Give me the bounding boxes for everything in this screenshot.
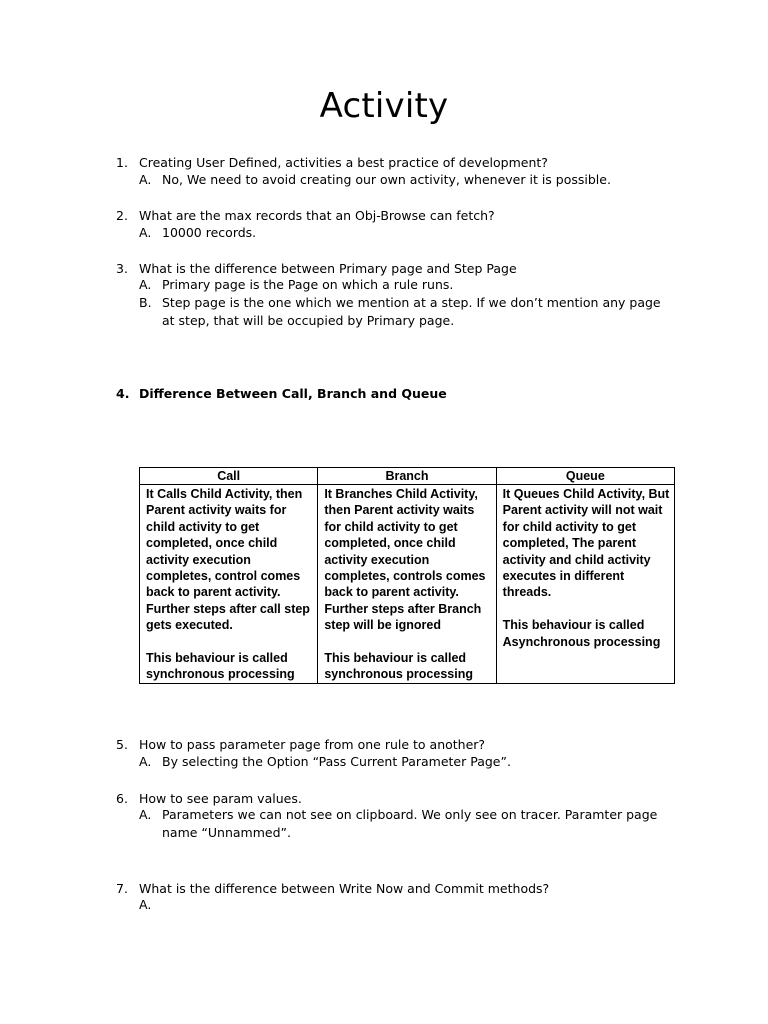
cell-description: It Queues Child Activity, But Parent activity will not wait for child activity to get completed, The parent activity and child activity executes in different threads. bbox=[502, 487, 670, 600]
question-5 bbox=[116, 736, 485, 753]
answer-letter: A. bbox=[139, 277, 152, 292]
answer-6a bbox=[139, 806, 671, 842]
answer-5a bbox=[139, 753, 679, 771]
answer-text: 10000 records. bbox=[162, 225, 257, 240]
answer-text: Parameters we can not see on clipboard. We only see on tracer. Paramter page name “Unnammed”. bbox=[162, 807, 658, 840]
answer-text: Step page is the one which we mention at a step. If we don’t mention any page at step, that will be occupied by Primary page. bbox=[162, 295, 661, 328]
question-number: 1. bbox=[116, 155, 128, 170]
question-number: 3. bbox=[116, 261, 128, 276]
answer-1a bbox=[139, 171, 679, 189]
answer-letter: A. bbox=[139, 225, 152, 240]
question-number: 7. bbox=[116, 881, 128, 896]
comparison-table bbox=[139, 467, 675, 684]
answer-letter: A. bbox=[139, 754, 152, 769]
question-text: How to pass parameter page from one rule to another? bbox=[139, 737, 486, 752]
table-header-row bbox=[140, 468, 675, 485]
answer-3a bbox=[139, 276, 679, 294]
answer-text: Primary page is the Page on which a rule runs. bbox=[162, 277, 454, 292]
answer-2a bbox=[139, 224, 679, 242]
question-3 bbox=[116, 260, 517, 277]
cell-description: It Branches Child Activity, then Parent activity waits for child activity to get completed, once child activity execution completes, controls comes back to parent activity. Further steps after Branch step will be ignored bbox=[324, 487, 486, 633]
answer-3b bbox=[139, 294, 669, 330]
question-4 bbox=[116, 385, 447, 402]
question-number: 6. bbox=[116, 791, 128, 806]
question-2 bbox=[116, 207, 495, 224]
question-text: What is the difference between Primary page and Step Page bbox=[139, 261, 517, 276]
table-cell-queue bbox=[496, 485, 674, 684]
question-text: Creating User Defined, activities a best practice of development? bbox=[139, 155, 548, 170]
question-number: 5. bbox=[116, 737, 128, 752]
table-header-cell: Queue bbox=[496, 468, 674, 485]
question-number: 4. bbox=[116, 386, 130, 401]
cell-description: It Calls Child Activity, then Parent activity waits for child activity to get completed, once child activity execution completes, control comes back to parent activity. Further steps after call step gets executed. bbox=[146, 487, 310, 633]
table-row bbox=[140, 485, 675, 684]
answer-letter: A. bbox=[139, 172, 152, 187]
table-cell-call bbox=[140, 485, 318, 684]
answer-letter: B. bbox=[139, 295, 152, 310]
answer-text: No, We need to avoid creating our own activity, whenever it is possible. bbox=[162, 172, 611, 187]
question-number: 2. bbox=[116, 208, 128, 223]
question-text: Difference Between Call, Branch and Queue bbox=[139, 386, 447, 401]
cell-note: This behaviour is called Asynchronous processing bbox=[502, 618, 661, 649]
question-6 bbox=[116, 790, 302, 807]
cell-note: This behaviour is called synchronous processing bbox=[146, 651, 295, 682]
question-text: What is the difference between Write Now and Commit methods? bbox=[139, 881, 550, 896]
cell-note: This behaviour is called synchronous processing bbox=[324, 651, 473, 682]
question-text: What are the max records that an Obj-Browse can fetch? bbox=[139, 208, 495, 223]
table-header-cell: Call bbox=[140, 468, 318, 485]
question-7 bbox=[116, 880, 549, 897]
answer-text: By selecting the Option “Pass Current Parameter Page”. bbox=[162, 754, 511, 769]
table-header-cell: Branch bbox=[318, 468, 496, 485]
answer-letter: A. bbox=[139, 897, 152, 912]
question-1 bbox=[116, 154, 548, 171]
answer-letter: A. bbox=[139, 807, 152, 822]
page-title: Activity bbox=[319, 86, 449, 126]
table-cell-branch bbox=[318, 485, 496, 684]
question-text: How to see param values. bbox=[139, 791, 302, 806]
